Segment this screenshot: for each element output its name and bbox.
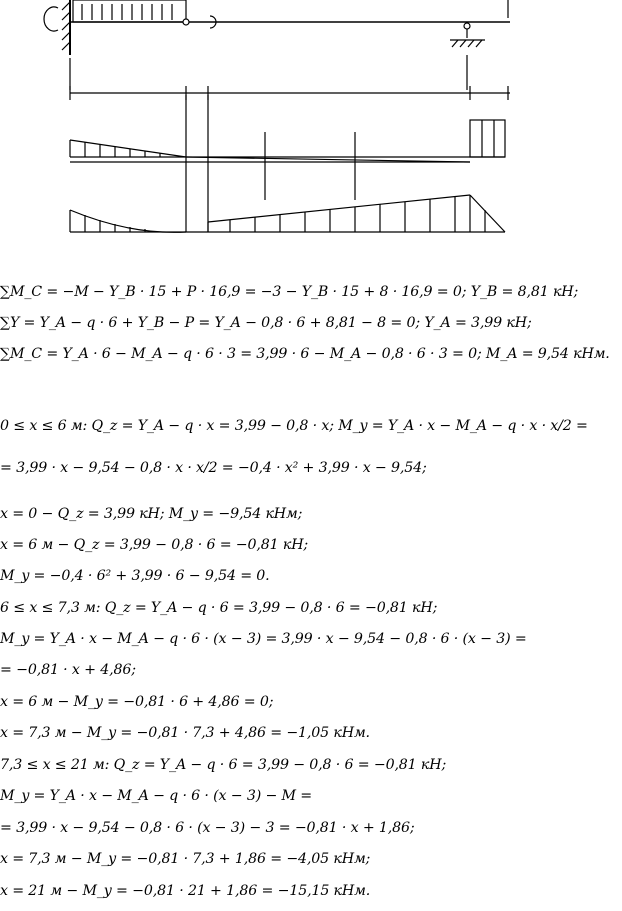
equation-line: x = 21 м − M_y = −0,81 · 21 + 1,86 = −15,15 кНм.	[0, 883, 371, 899]
equation-line: = 3,99 · x − 9,54 − 0,8 · x · x/2 = −0,4 · x² + 3,99 · x − 9,54;	[0, 460, 427, 476]
hinge	[183, 19, 189, 25]
support-moment-arrow	[44, 7, 58, 31]
equation-line: 0 ≤ x ≤ 6 м: Q_z = Y_A − q · x = 3,99 − 0,8 · x; M_y = Y_A · x − M_A − q · x · x/2 =	[0, 418, 588, 434]
equation-line: ∑M_C = Y_A · 6 − M_A − q · 6 · 3 = 3,99 · 6 − M_A − 0,8 · 6 · 3 = 0; M_A = 9,54 кНм.	[0, 346, 610, 362]
distributed-load-arrows	[82, 4, 172, 20]
equation-line: M_y = Y_A · x − M_A − q · 6 · (x − 3) = 3,99 · x − 9,54 − 0,8 · 6 · (x − 3) =	[0, 631, 527, 647]
distributed-load	[73, 0, 186, 22]
wall-hatching	[62, 2, 70, 50]
equation-line: 6 ≤ x ≤ 7,3 м: Q_z = Y_A − q · 6 = 3,99 − 0,8 · 6 = −0,81 кН;	[0, 600, 438, 616]
equation-line: = −0,81 · x + 4,86;	[0, 662, 136, 678]
equation-line: x = 0 − Q_z = 3,99 кН; M_y = −9,54 кНм;	[0, 506, 303, 522]
equation-line: x = 7,3 м − M_y = −0,81 · 7,3 + 1,86 = −4,05 кНм;	[0, 851, 371, 867]
beam-diagram	[0, 0, 622, 250]
equation-line: ∑Y = Y_A − q · 6 + Y_B − P = Y_A − 0,8 · 6 + 8,81 − 8 = 0; Y_A = 3,99 кН;	[0, 315, 532, 331]
ground-hatching	[452, 40, 482, 47]
equation-line: ∑M_C = −M − Y_B · 15 + P · 16,9 = −3 − Y_B · 15 + 8 · 16,9 = 0; Y_B = 8,81 кН;	[0, 284, 579, 300]
shear-force-diagram	[70, 120, 505, 162]
equation-line: x = 6 м − M_y = −0,81 · 6 + 4,86 = 0;	[0, 694, 274, 710]
equation-line: M_y = −0,4 · 6² + 3,99 · 6 − 9,54 = 0.	[0, 568, 270, 584]
equation-line: x = 6 м − Q_z = 3,99 − 0,8 · 6 = −0,81 кН;	[0, 537, 309, 553]
equation-line: 7,3 ≤ x ≤ 21 м: Q_z = Y_A − q · 6 = 3,99 − 0,8 · 6 = −0,81 кН;	[0, 757, 447, 773]
roller-support	[464, 23, 470, 29]
equation-line: M_y = Y_A · x − M_A − q · 6 · (x − 3) − M =	[0, 788, 313, 804]
equation-line: x = 7,3 м − M_y = −0,81 · 7,3 + 4,86 = −1,05 кНм.	[0, 725, 370, 741]
equation-line: = 3,99 · x − 9,54 − 0,8 · 6 · (x − 3) − 3 = −0,81 · x + 1,86;	[0, 820, 415, 836]
bending-moment-diagram	[70, 195, 505, 232]
